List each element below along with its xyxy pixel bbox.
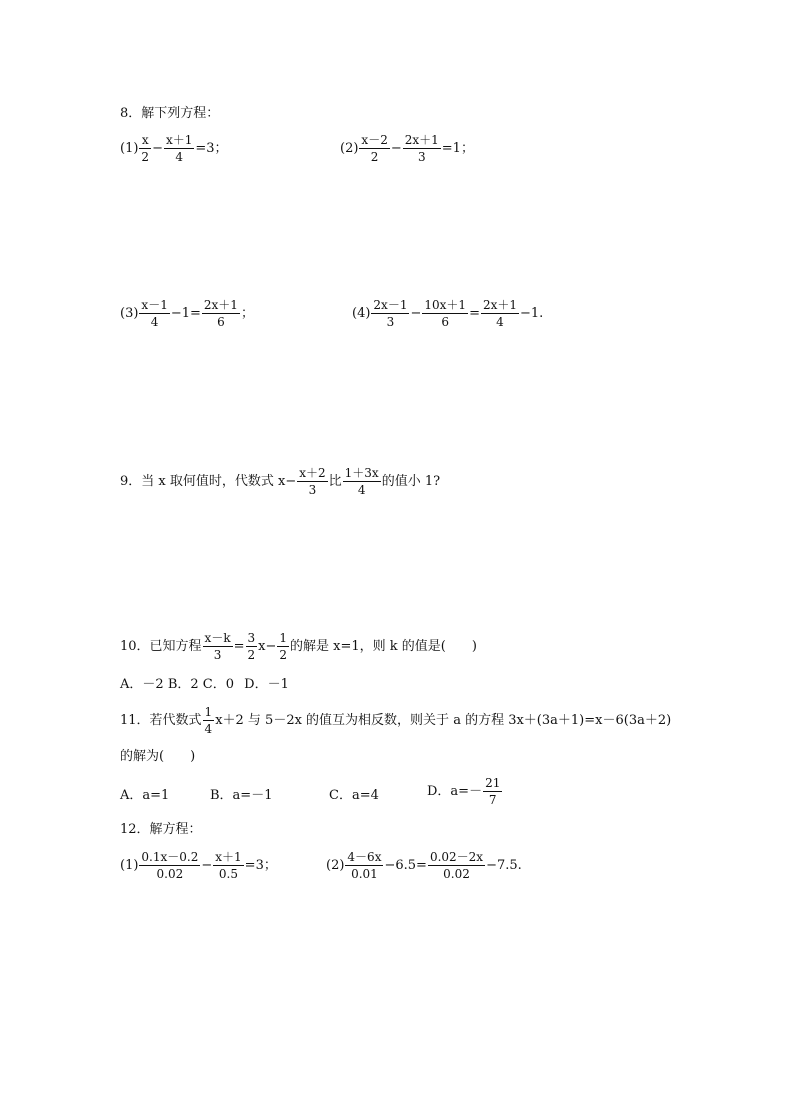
- option-c: C．0: [202, 677, 234, 692]
- fraction: $\frac{x}{2}$: [141, 133, 150, 164]
- option-d: D．－1: [244, 677, 289, 692]
- fraction: $\frac{10x+1}{6}$: [424, 298, 467, 329]
- fraction: $\frac{x+1}{0.5}$: [215, 850, 242, 881]
- option-b: B．2: [167, 677, 199, 692]
- q12-part-2: (2) $\frac{4-6x}{0.01}$ −6.5= $\frac{0.02-2x}{0.02}$ −7.5.: [326, 850, 522, 881]
- q8-part-1: (1) $\frac{x}{2}$ − $\frac{x+1}{4}$ =3；: [120, 133, 228, 164]
- part-label: (4): [352, 306, 371, 321]
- fraction: $\frac{1+3x}{4}$: [344, 466, 379, 497]
- fraction: $\frac{1}{4}$: [204, 705, 213, 736]
- fraction: $\frac{2x+1}{6}$: [203, 298, 238, 329]
- part-label: (1): [120, 141, 139, 156]
- fraction: $\frac{2x-1}{3}$: [373, 298, 408, 329]
- q8-part-4: (4) $\frac{2x-1}{3}$ − $\frac{10x+1}{6}$ = $\frac{2x+1}{4}$ −1.: [352, 298, 544, 329]
- q10-options: [120, 677, 289, 693]
- part-label: (2): [340, 141, 359, 156]
- fraction: $\frac{1}{2}$: [279, 631, 288, 662]
- part-label: (2): [326, 858, 345, 873]
- q11-option-b: B．a=－1: [210, 788, 273, 803]
- part-label: (3): [120, 306, 139, 321]
- q11-option-c: C．a=4: [329, 788, 379, 803]
- fraction: $\frac{x+2}{3}$: [299, 466, 326, 497]
- fraction: $\frac{0.1x-0.2}{0.02}$: [141, 850, 199, 881]
- fraction: $\frac{x-2}{2}$: [361, 133, 388, 164]
- fraction: $\frac{21}{7}$: [485, 776, 501, 807]
- question-11: 11．若代数式 $\frac{1}{4}$ x＋2 与 5－2x 的值互为相反数，则关于 a 的方程 3x＋(3a＋1)=x－6(3a＋2): [120, 705, 672, 736]
- question-10: 10．已知方程 $\frac{x-k}{3}$ = $\frac{3}{2}$ x− $\frac{1}{2}$ 的解是 x=1，则 k 的值是( ): [120, 631, 477, 662]
- q11-option-a: A．a=1: [120, 788, 170, 803]
- fraction: $\frac{x-k}{3}$: [204, 631, 231, 662]
- fraction: $\frac{4-6x}{0.01}$: [347, 850, 382, 881]
- fraction: $\frac{x-1}{4}$: [141, 298, 168, 329]
- fraction: $\frac{0.02-2x}{0.02}$: [429, 850, 484, 881]
- question-8-title: 8．解下列方程：: [120, 106, 220, 121]
- q11-option-d: D．a=－ $\frac{21}{7}$: [427, 776, 501, 807]
- question-12-title: 12．解方程：: [120, 822, 202, 837]
- fraction: $\frac{x+1}{4}$: [165, 133, 193, 164]
- question-9: 9．当 x 取何值时，代数式 x− $\frac{x+2}{3}$ 比 $\frac{1+3x}{4}$ 的值小 1?: [120, 466, 441, 497]
- fraction: $\frac{2x+1}{3}$: [404, 133, 439, 164]
- option-a: A．－2: [120, 677, 164, 692]
- fraction: $\frac{3}{2}$: [247, 631, 256, 662]
- question-11-line-2: 的解为( ): [120, 749, 196, 764]
- q8-part-2: (2) $\frac{x-2}{2}$ − $\frac{2x+1}{3}$ =1；: [340, 133, 474, 164]
- part-label: (1): [120, 858, 139, 873]
- q8-part-3: (3) $\frac{x-1}{4}$ −1= $\frac{2x+1}{6}$ ；: [120, 298, 254, 329]
- fraction: $\frac{2x+1}{4}$: [482, 298, 518, 329]
- q12-part-1: (1) $\frac{0.1x-0.2}{0.02}$ − $\frac{x+1}{0.5}$ =3；: [120, 850, 277, 881]
